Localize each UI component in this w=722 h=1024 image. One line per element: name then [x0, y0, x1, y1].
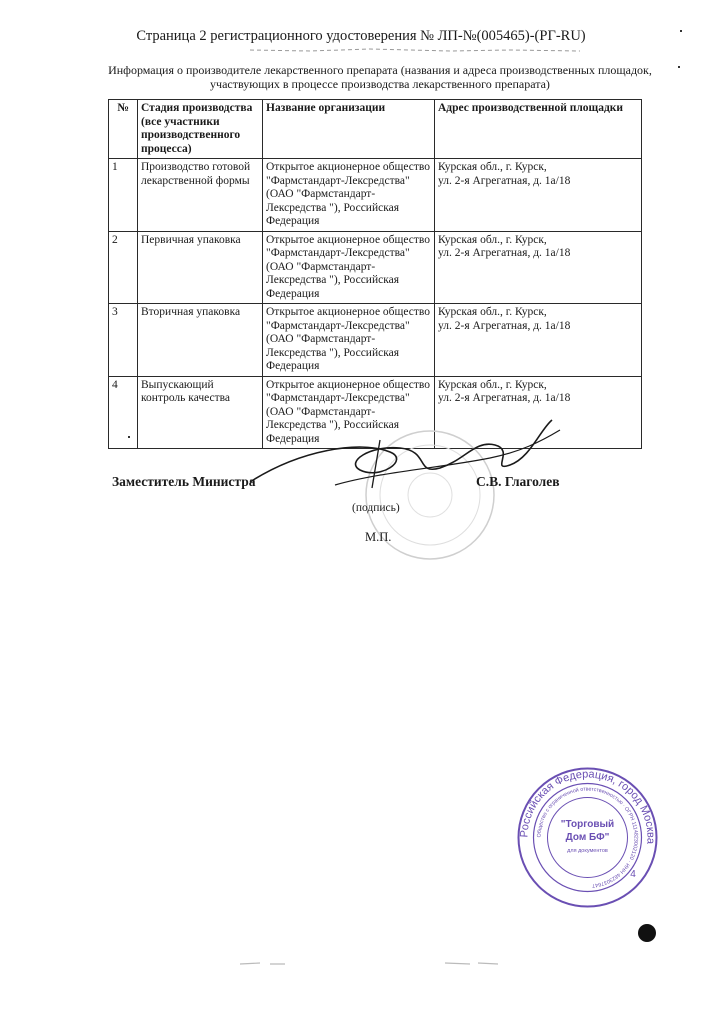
stamp-center-line-3: для документов [567, 848, 608, 854]
row-stage: Выпускающий контроль качества [138, 376, 263, 449]
address-line-1: Курская обл., г. Курск, [438, 161, 547, 173]
address-line-2: ул. 2-я Агрегатная, д. 1а/18 [438, 319, 571, 332]
footer-scribble [240, 958, 520, 970]
address-line-1: Курская обл., г. Курск, [438, 378, 547, 391]
company-stamp [515, 765, 660, 910]
table-header-row [109, 100, 642, 159]
row-num: 2 [109, 231, 138, 304]
row-address [435, 159, 642, 232]
manufacturer-table [108, 99, 642, 449]
address-line-2: ул. 2-я Агрегатная, д. 1а/18 [438, 392, 571, 404]
title-underline-scribble [250, 46, 580, 54]
filled-dot-mark [638, 924, 656, 942]
table-row [109, 231, 642, 304]
row-org: Открытое акционерное общество "Фармстандарт-Лексредства" (ОАО "Фармстандарт-Лексредства "), Российская Федерация [263, 231, 435, 304]
stamp-outer-text: Российская Федерация, город Москва [518, 768, 657, 845]
row-org: Открытое акционерное общество "Фармстандарт-Лексредства" (ОАО "Фармстандарт-Лексредства "), Российская Федерация [263, 159, 435, 232]
row-address [435, 231, 642, 304]
seal-caption: М.П. [365, 530, 392, 544]
table-row [109, 304, 642, 377]
address-line-2: ул. 2-я Агрегатная, д. 1а/18 [438, 247, 571, 259]
page-title: Страница 2 регистрационного удостоверения № ЛП-№(005465)-(РГ-RU) [136, 28, 586, 44]
row-num: 4 [109, 376, 138, 449]
address-line-1: Курская обл., г. Курск, [438, 306, 547, 318]
row-num: 1 [109, 159, 138, 232]
scan-mark [128, 436, 130, 438]
row-stage: Вторичная упаковка [138, 304, 263, 377]
address-line-1: Курская обл., г. Курск, [438, 233, 547, 246]
subtitle-line-1: Информация о производителе лекарственного препарата (названия и адреса производственных площадок, [108, 63, 652, 77]
header-num: № [109, 100, 138, 159]
address-line-2: ул. 2-я Агрегатная, д. 1а/18 [438, 174, 571, 187]
signature-caption: (подпись) [352, 502, 400, 514]
header-address: Адрес производственной площадки [435, 100, 642, 159]
stamp-number: 4 [630, 869, 636, 880]
header-org: Название организации [263, 100, 435, 159]
document-subtitle [100, 63, 660, 91]
row-org: Открытое акционерное общество "Фармстандарт-Лексредства" (ОАО "Фармстандарт-Лексредства "), Российская Федерация [263, 376, 435, 449]
scan-mark [680, 30, 682, 32]
signatory-name: С.В. Глаголев [476, 474, 560, 489]
row-num: 3 [109, 304, 138, 377]
table-row [109, 159, 642, 232]
stamp-center-line-1: "Торговый [560, 819, 615, 830]
row-stage: Первичная упаковка [138, 231, 263, 304]
stamp-inner-text: Общество с ограниченной ответственностью · ОГРН 1114823002120 · ИНН 4823037647 [536, 786, 639, 889]
stamp-center-line-2: Дом БФ" [565, 832, 610, 843]
row-org: Открытое акционерное общество "Фармстандарт-Лексредства" (ОАО "Фармстандарт-Лексредства "), Российская Федерация [263, 304, 435, 377]
row-stage: Производство готовой лекарственной формы [138, 159, 263, 232]
signatory-position: Заместитель Министра [112, 474, 256, 489]
header-stage: Стадия производства (все участники производственного процесса) [138, 100, 263, 159]
row-address [435, 304, 642, 377]
scan-mark [678, 66, 680, 68]
subtitle-line-2: участвующих в процессе производства лекарственного препарата) [210, 77, 550, 91]
